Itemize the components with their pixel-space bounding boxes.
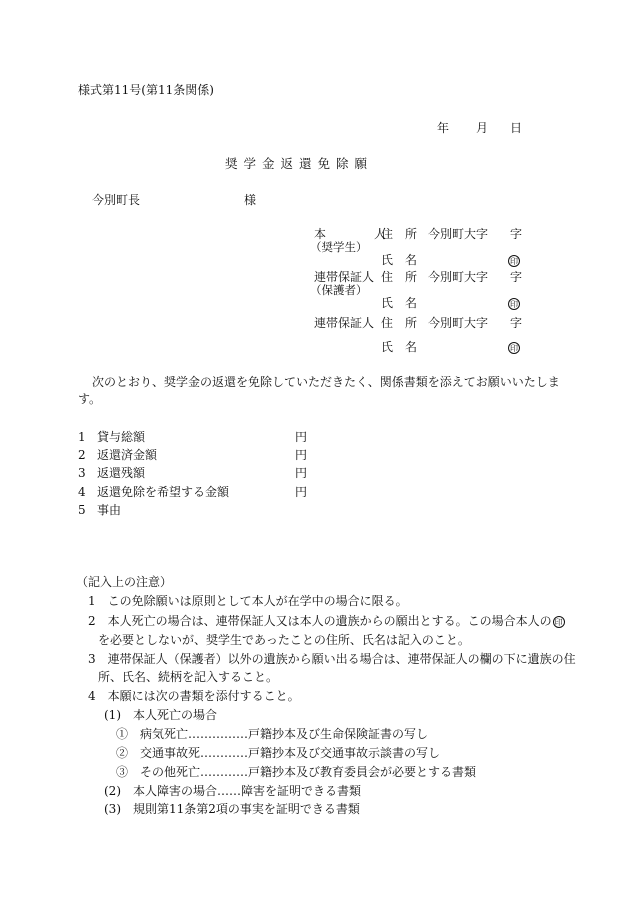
item-3-unit: 円 — [295, 466, 308, 480]
guarantor1-address-label: 住 所 — [381, 270, 418, 284]
item-5-num: 5 — [78, 503, 86, 517]
guarantor1-seal — [508, 296, 520, 310]
note-2-text: 2 本人死亡の場合は、連帯保証人又は本人の遺族からの願出とする。この場合本人の — [88, 614, 552, 628]
note-3-line2: 所、氏名、続柄を記入すること。 — [98, 670, 279, 684]
student-role-sub: （奨学生） — [310, 240, 368, 254]
seal-icon: 印 — [510, 344, 518, 353]
notes-heading: （記入上の注意） — [76, 575, 173, 589]
item-4-label: 返還免除を希望する金額 — [97, 485, 230, 499]
note-4-sub3: (3) 規則第11条第2項の事実を証明できる書類 — [104, 802, 360, 816]
guarantor2-name-label: 氏 名 — [381, 340, 418, 354]
date-day: 日 — [510, 121, 523, 135]
item-4-num: 4 — [78, 485, 86, 499]
guarantor1-address-suffix: 字 — [510, 270, 523, 284]
guarantor2-address-label: 住 所 — [381, 316, 418, 330]
note-4-sub1: (1) 本人死亡の場合 — [104, 708, 217, 722]
item-5-label: 事由 — [97, 503, 122, 517]
student-role: 本 人 — [314, 227, 387, 241]
seal-icon: 印 — [554, 618, 563, 627]
guarantor2-role: 連帯保証人 — [314, 316, 375, 330]
seal-icon: 印 — [510, 300, 518, 309]
item-2-num: 2 — [78, 448, 86, 462]
guarantor2-address-suffix: 字 — [510, 316, 523, 330]
item-2-unit: 円 — [295, 448, 308, 462]
date-year: 年 — [437, 121, 450, 135]
seal-icon: 印 — [510, 257, 518, 266]
item-1-num: 1 — [78, 430, 86, 444]
student-seal — [508, 253, 520, 267]
form-number: 様式第11号(第11条関係) — [78, 83, 214, 97]
note-4-sub2: (2) 本人障害の場合……障害を証明できる書類 — [104, 784, 361, 798]
student-address-label: 住 所 — [381, 227, 418, 241]
guarantor2-seal — [508, 340, 520, 354]
note-4-sub1-a: ① 病気死亡……………戸籍抄本及び生命保険証書の写し — [116, 727, 429, 741]
note-3-line1: 3 連帯保証人（保護者）以外の遺族から願い出る場合は、連帯保証人の欄の下に遺族の住 — [88, 652, 576, 666]
request-text-line1: 次のとおり、奨学金の返還を免除していただきたく、関係書類を添えてお願いいたしま — [92, 375, 560, 389]
addressee-name: 今別町長 — [92, 193, 141, 207]
guarantor1-name-label: 氏 名 — [381, 296, 418, 310]
item-2-label: 返還済金額 — [97, 448, 158, 462]
note-4-sub1-b: ② 交通事故死…………戸籍抄本及び交通事故示談書の写し — [116, 746, 441, 760]
guarantor2-address-value: 今別町大字 — [428, 316, 489, 330]
item-4-unit: 円 — [295, 485, 308, 499]
item-3-num: 3 — [78, 466, 86, 480]
item-1-unit: 円 — [295, 430, 308, 444]
document-title: 奨学金返還免除願 — [225, 156, 374, 171]
date-month: 月 — [476, 121, 489, 135]
guarantor1-role-sub: （保護者） — [310, 283, 368, 297]
note-4-sub1-c: ③ その他死亡…………戸籍抄本及び教育委員会が必要とする書類 — [116, 765, 477, 779]
note-2-line1 — [88, 614, 565, 628]
student-address-value: 今別町大字 — [428, 227, 489, 241]
item-3-label: 返還残額 — [97, 466, 146, 480]
guarantor1-role: 連帯保証人 — [314, 270, 375, 284]
request-text-line2: す。 — [78, 392, 102, 406]
guarantor1-address-value: 今別町大字 — [428, 270, 489, 284]
note-1: 1 この免除願いは原則として本人が在学中の場合に限る。 — [88, 594, 408, 608]
note-2-line2: を必要としないが、奨学生であったことの住所、氏名は記入のこと。 — [98, 633, 470, 647]
addressee-honorific: 様 — [244, 193, 257, 207]
note-4: 4 本願には次の書類を添付すること。 — [88, 689, 300, 703]
student-name-label: 氏 名 — [381, 253, 418, 267]
student-address-suffix: 字 — [510, 227, 523, 241]
item-1-label: 貸与総額 — [97, 430, 146, 444]
